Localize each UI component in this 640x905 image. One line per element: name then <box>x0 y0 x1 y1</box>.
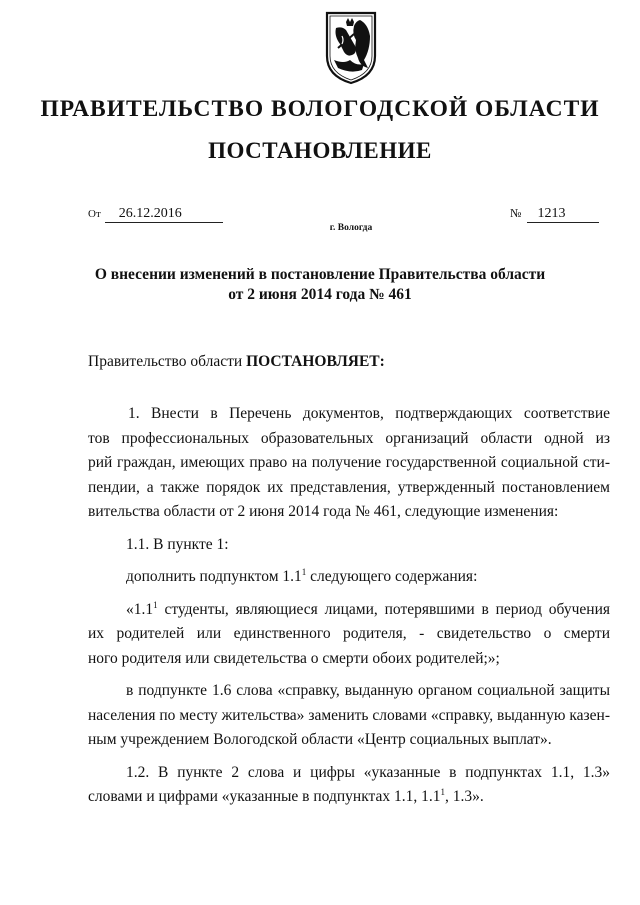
subject-line: от 2 июня 2014 года № 461 <box>228 286 412 303</box>
body-text-span: дополнить подпунктом 1.1 <box>126 568 302 585</box>
decree-statement <box>88 353 385 371</box>
document-number <box>510 205 599 223</box>
date-value: 26.12.2016 <box>105 206 223 223</box>
government-title: ПРАВИТЕЛЬСТВО ВОЛОГОДСКОЙ ОБЛАСТИ <box>40 96 600 122</box>
number-label: № <box>510 206 522 220</box>
body-line: 1.2. В пункте 2 слова и цифры «указанные в подпунктах 1.1, 1.3» <box>126 763 610 781</box>
body-line: их родителей или единственного родителя, - свидетельство о смерти <box>88 625 610 642</box>
body-line <box>88 598 610 623</box>
body-text-span: словами и цифрами «указанные в подпунктах 1.1, 1.1 <box>88 788 441 805</box>
body-line: в подпункте 1.6 слова «справку, выданную органом социальной защиты <box>126 682 610 699</box>
superscript: 1 <box>153 599 158 610</box>
city-name: г. Вологда <box>329 223 373 233</box>
body-line: пендии, а также порядок их представления, утвержденный постановлением <box>88 478 610 496</box>
body-line: ного родителя или свидетельства о смерти обоих родителей;»; <box>88 649 500 667</box>
superscript: 1 <box>440 787 445 797</box>
body-line: 1.1. В пункте 1: <box>126 535 229 553</box>
body-line: вительства области от 2 июня 2014 года № 461, следующие изменения: <box>88 503 559 520</box>
body-line <box>88 785 610 810</box>
body-line: тов профессиональных образовательных организаций области одной из <box>88 429 610 447</box>
decree-prefix: Правительство области <box>88 353 247 370</box>
subject-line: О внесении изменений в постановление Правительства области <box>94 266 546 283</box>
body-text-span: «1.1 <box>126 600 154 618</box>
date-label: От <box>88 208 101 220</box>
body-line: ным учреждением Вологодской области «Центр социальных выплат». <box>88 731 552 748</box>
body-text-span: следующего содержания: <box>306 568 478 585</box>
body-text-span: , 1.3». <box>445 788 484 805</box>
number-value: 1213 <box>527 206 599 223</box>
document-type: ПОСТАНОВЛЕНИЕ <box>208 138 432 163</box>
superscript: 1 <box>301 567 307 577</box>
document-date <box>88 205 223 223</box>
body-line <box>88 565 610 590</box>
decree-verb: ПОСТАНОВЛЯЕТ: <box>246 353 385 370</box>
body-text-span: студенты, являющиеся лицами, потерявшими в период обучения <box>164 600 610 618</box>
document-subject <box>0 265 640 305</box>
coat-of-arms-icon <box>324 10 378 86</box>
body-line: 1. Внести в Перечень документов, подтверждающих соответствие <box>128 405 610 422</box>
body-line: рий граждан, имеющих право на получение государственной социальной сти- <box>88 454 610 471</box>
body-line: населения по месту жительства» заменить словами «справку, выданную казен- <box>88 706 610 724</box>
document-body <box>88 402 610 810</box>
